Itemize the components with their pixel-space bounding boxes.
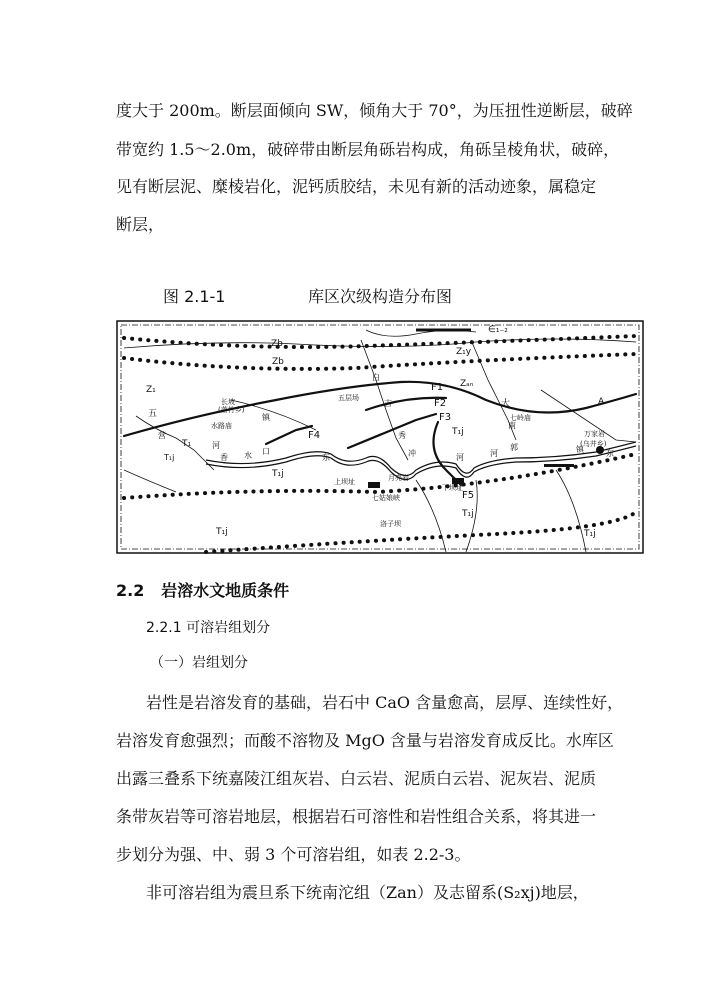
map-label: 吉 <box>384 399 392 408</box>
fault-label-f3: F3 <box>439 412 452 423</box>
boundary-line <box>556 470 586 552</box>
fault-label-f4: F4 <box>308 430 321 441</box>
map-label: 秀 <box>398 431 406 440</box>
map-label: 镇 <box>262 413 270 422</box>
boundary-line <box>136 416 214 470</box>
body-text-line: 带宽约 1.5～2.0m，破碎带由断层角砾岩构成，角砾呈棱角状，破碎， <box>116 140 620 159</box>
subsubsection-heading: （一）岩组划分 <box>150 655 248 671</box>
map-label: Zb <box>272 357 284 367</box>
body-text-line: 步划分为强、中、弱 3 个可溶岩组，如表 2.2-3。 <box>116 845 471 864</box>
map-label: 五层场 <box>338 394 359 402</box>
map-label: T₁j <box>452 427 464 437</box>
map-label: 七姑娘峡 <box>372 494 400 502</box>
main-river <box>206 446 636 480</box>
section-number: 2.2 <box>116 581 145 600</box>
map-label: 镇 <box>576 445 584 454</box>
dotted-belt-4 <box>206 512 636 552</box>
map-label: 万家岩 <box>584 430 605 438</box>
map-label: (乌井乡) <box>580 440 607 448</box>
body-text-line: 岩溶发育愈强烈；而酸不溶物及 MgO 含量与岩溶发育成反比。水库区 <box>116 731 614 750</box>
map-label: A <box>598 397 605 407</box>
map-label: T₁j <box>164 453 175 462</box>
map-label: 上坝址 <box>334 478 355 486</box>
figure-title: 库区次级构造分布图 <box>308 287 453 306</box>
map-label: 营 <box>158 431 166 440</box>
map-label: 东 <box>322 453 330 462</box>
map-label: 河 <box>456 453 464 462</box>
map-label: 白 <box>372 373 380 382</box>
map-label: 长坡 <box>221 398 235 406</box>
map-label: ∈₁₋₂ <box>488 325 508 335</box>
map-label: Z₁y <box>456 347 472 357</box>
structure-map-svg <box>116 320 644 554</box>
section-heading <box>116 578 289 601</box>
map-label: 冲 <box>408 449 416 458</box>
road-marker <box>544 464 574 467</box>
section-title: 岩溶水文地质条件 <box>161 581 290 600</box>
map-label: 香 <box>220 453 228 462</box>
fault-f4 <box>266 426 312 444</box>
body-text-line: 出露三叠系下统嘉陵江组灰岩、白云岩、泥质白云岩、泥灰岩、泥质 <box>116 769 597 788</box>
map-label: 东 <box>606 449 614 458</box>
map-label: Zb <box>271 339 283 349</box>
map-label: 七岭庙 <box>510 414 531 422</box>
map-label: 水路庙 <box>211 422 232 430</box>
map-label: 五 <box>148 409 158 419</box>
boundary-line <box>231 400 316 430</box>
boundary-line <box>124 470 176 492</box>
dotted-belt-2 <box>124 354 636 369</box>
body-text-line: 条带灰岩等可溶岩地层，根据岩石可溶性和岩性组合关系，将其进一 <box>116 807 597 826</box>
map-label: Zₐₙ <box>460 379 474 389</box>
subsection-heading: 2.2.1 可溶岩组划分 <box>146 620 271 636</box>
map-label: T₁j <box>462 509 474 519</box>
fault-label-f5: F5 <box>462 490 475 501</box>
map-label: 月亮岩 <box>388 474 409 482</box>
map-label: T₁j <box>216 527 228 537</box>
body-text-line: 非可溶岩组为震旦系下统南沱组（Zan）及志留系(S₂xj)地层， <box>146 883 589 902</box>
fault-f1 <box>124 382 636 436</box>
map-label: 口 <box>262 447 270 456</box>
map-label: 大 <box>501 399 511 409</box>
map-label: 洛子坝 <box>380 520 401 528</box>
fault-label-f1: F1 <box>431 382 444 393</box>
body-text-line: 见有断层泥、糜棱岩化，泥钙质胶结，未见有新的活动迹象，属稳定 <box>116 177 597 196</box>
map-frame <box>117 321 643 553</box>
fault-label-f2: F2 <box>434 398 447 409</box>
map-label: 下坝址 <box>442 484 463 492</box>
map-label: 郭 <box>510 443 518 452</box>
map-label: 南 <box>508 421 516 430</box>
map-label: T₁j <box>584 529 596 539</box>
map-label: T₁j <box>272 469 284 479</box>
map-label: 河 <box>490 449 498 458</box>
upper-dam-marker <box>368 482 380 488</box>
dotted-belt-1 <box>124 336 636 347</box>
body-text-line: 岩性是岩溶发育的基础，岩石中 CaO 含量愈高，层厚、连续性好， <box>146 693 624 712</box>
map-label: 水 <box>244 451 252 460</box>
map-label: (落竹乡) <box>218 406 245 414</box>
fault-f3 <box>348 414 436 448</box>
map-label: 河 <box>212 441 220 450</box>
boundary-line <box>124 339 636 348</box>
map-label: Z₁ <box>146 385 156 395</box>
body-text-line: 度大于 200m。断层面倾向 SW，倾角大于 70°，为压扭性逆断层，破碎 <box>116 101 633 120</box>
map-label: T₁ <box>182 439 192 449</box>
body-text-line: 断层， <box>116 215 165 234</box>
structure-map <box>116 320 644 554</box>
figure-number: 图 2.1-1 <box>163 287 226 306</box>
